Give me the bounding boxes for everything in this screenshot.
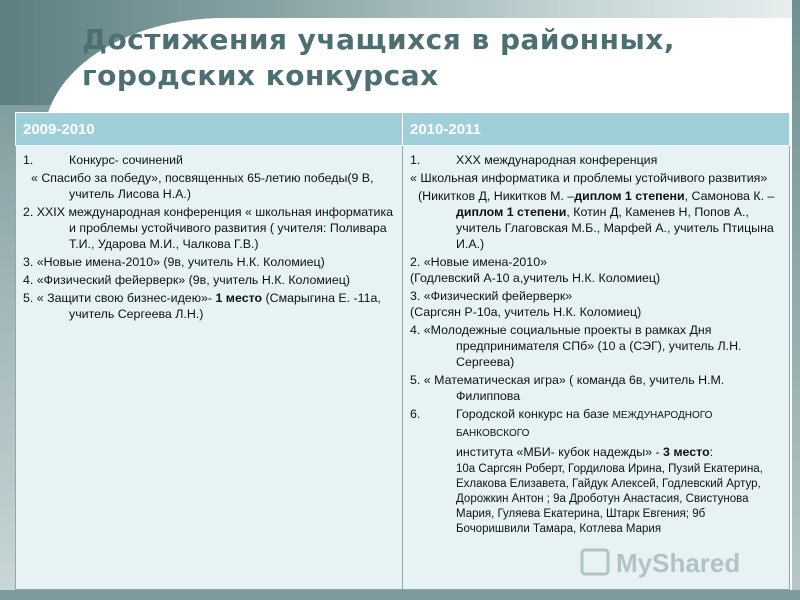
list-item — [410, 254, 782, 286]
list-text: XXX международная конференция — [456, 153, 658, 167]
slide-title: Достижения учащихся в районных, городских конкурсах — [82, 23, 675, 92]
list-item — [23, 290, 395, 322]
list-text: 5. « Защити свою бизнес-идею»- — [23, 291, 213, 305]
list-item — [410, 188, 782, 252]
list-item: « Спасибо за победу», посвященных 65-летию победы(9 В, учитель Лисова Н.А.) — [31, 171, 374, 201]
list-number: 1. — [410, 153, 421, 167]
table-row — [16, 146, 790, 590]
list-item: 5. « Математическая игра» ( команда 6в, учитель Н.М. Филиппова — [410, 373, 725, 403]
list-item: 3. «Новые имена-2010» (9в, учитель Н.К. Коломиец) — [23, 255, 325, 269]
list-item: « Школьная информатика и проблемы устойчивого развития» — [410, 171, 768, 185]
header-2009-2010: 2009-2010 — [16, 113, 403, 146]
list-text: 2. «Новые имена-2010» — [410, 255, 547, 269]
list-text: МЕЖДУНАРОДНОГО БАНКОВСКОГО — [456, 410, 713, 439]
list-text: Городской конкурс на базе — [456, 407, 613, 421]
list-item — [23, 152, 395, 168]
list-text: : — [709, 445, 714, 459]
table-header-row — [16, 113, 790, 146]
list-item: 10а Саргсян Роберт, Гордилова Ирина, Пузий Екатерина, Ехлакова Елизавета, Гайдук Алексей, Годлевский Артур, Дорожкин Антон ; 9а Дроботун Анастасия, Свистунова Мария, Гуляева Екатерина, Штарк Евгения; 9б Бочоришвили Тамара, Котлева Мария — [456, 463, 763, 535]
list-item — [410, 406, 782, 442]
cell-2010-2011 — [403, 146, 790, 590]
list-item — [410, 288, 782, 320]
diploma-label: диплом 1 степени — [456, 205, 567, 219]
background-right-band — [792, 0, 800, 600]
list-number: 6. — [410, 407, 421, 421]
list-item: 4. «Физический фейерверк» (9в, учитель Н.К. Коломиец) — [23, 273, 350, 287]
list-text: института «МБИ- кубок надежды» - — [456, 445, 660, 459]
background-bottom-band — [0, 590, 800, 600]
watermark-text: MyShared — [616, 548, 741, 578]
list-text: (Годлевский А-10 а,учитель Н.К. Коломиец) — [410, 271, 661, 285]
place-badge: 1 место — [215, 291, 263, 305]
list-text: (Смарыгина Е. -11а, учитель Сергеева Л.Н.) — [69, 291, 381, 321]
list-text: (Саргсян Р-10а, учитель Н.К. Коломиец) — [410, 305, 642, 319]
header-2010-2011: 2010-2011 — [403, 113, 790, 146]
list-text: Конкурс- сочинений — [69, 153, 183, 167]
list-text: , Самонова К. – — [684, 189, 775, 203]
list-item: 2. XXIX международная конференция « школьная информатика и проблемы устойчивого развития ( учителя: Поливара Т.И., Ударова М.И., Чалкова Г.В.) — [23, 205, 394, 251]
list-item — [410, 152, 782, 168]
achievements-table — [15, 112, 790, 590]
diploma-label: диплом 1 степени — [574, 189, 685, 203]
list-number: 1. — [23, 153, 34, 167]
list-text: 3. «Физический фейерверк» — [410, 289, 573, 303]
list-text: , Котин Д, Каменев Н, Попов А., учитель Глаговская М.Б., Марфей А., учитель Птицына И.А.) — [456, 205, 774, 251]
list-item: 4. «Молодежные социальные проекты в рамках Дня предпринимателя СПб» (10 а (СЭГ), учитель Л.Н. Сергеева) — [410, 323, 742, 369]
cell-2009-2010 — [16, 146, 403, 590]
place-badge: 3 место — [659, 445, 710, 459]
list-text: (Никитков Д, Никитков М. – — [418, 189, 575, 203]
list-item — [410, 444, 782, 460]
